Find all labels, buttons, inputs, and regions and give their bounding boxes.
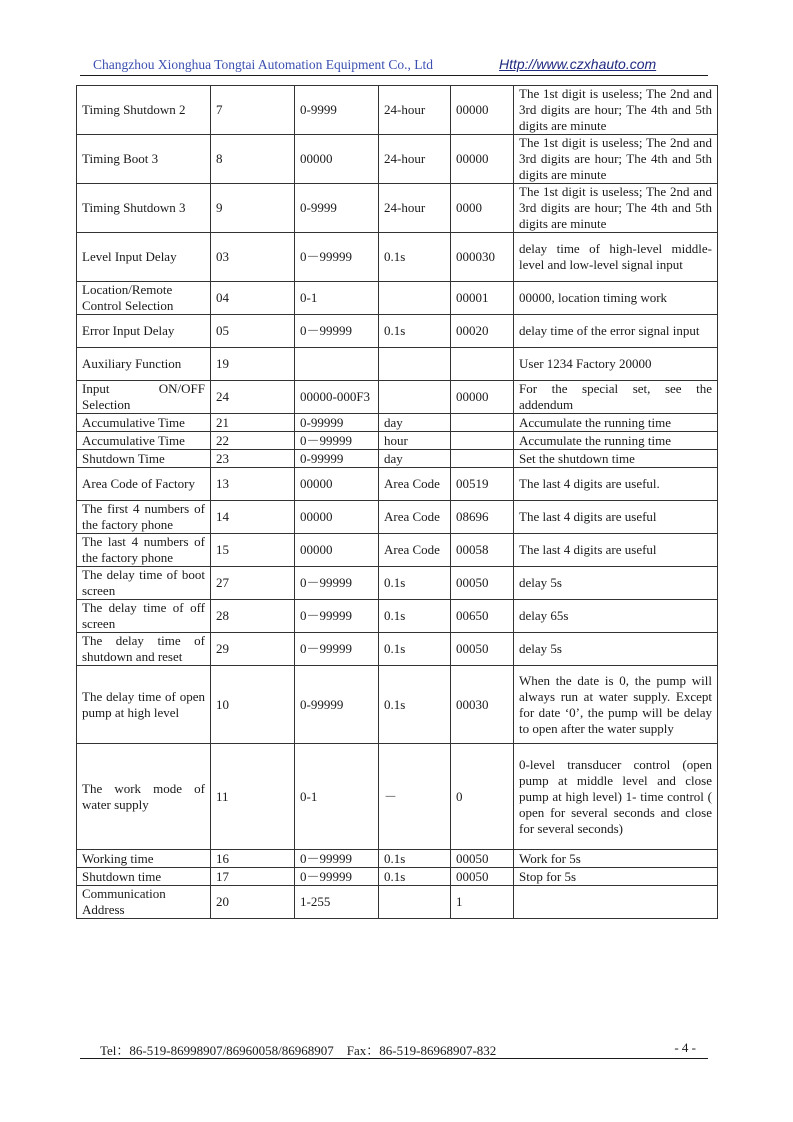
param-unit: 0.1s bbox=[379, 315, 451, 348]
param-default: 00050 bbox=[451, 633, 514, 666]
param-range: 0-9999 bbox=[295, 86, 379, 135]
table-row bbox=[77, 432, 718, 450]
param-default bbox=[451, 432, 514, 450]
param-unit: day bbox=[379, 414, 451, 432]
param-name: Error Input Delay bbox=[77, 315, 211, 348]
param-unit bbox=[379, 282, 451, 315]
param-range: 0-99999 bbox=[295, 450, 379, 468]
param-code: 8 bbox=[211, 135, 295, 184]
table-row bbox=[77, 744, 718, 850]
param-unit: － bbox=[379, 744, 451, 850]
param-name: The delay time of off screen bbox=[77, 600, 211, 633]
param-code: 21 bbox=[211, 414, 295, 432]
param-default: 00650 bbox=[451, 600, 514, 633]
param-unit: 0.1s bbox=[379, 633, 451, 666]
table-row bbox=[77, 567, 718, 600]
param-name: The work mode of water supply bbox=[77, 744, 211, 850]
param-unit: 0.1s bbox=[379, 666, 451, 744]
param-range: 0－99999 bbox=[295, 233, 379, 282]
param-code: 19 bbox=[211, 348, 295, 381]
param-name: Timing Shutdown 2 bbox=[77, 86, 211, 135]
param-default: 0000 bbox=[451, 184, 514, 233]
param-name: Input ON/OFF Selection bbox=[77, 381, 211, 414]
table-row bbox=[77, 633, 718, 666]
param-description: User 1234 Factory 20000 bbox=[514, 348, 718, 381]
param-default: 00050 bbox=[451, 868, 514, 886]
param-code: 22 bbox=[211, 432, 295, 450]
param-name: Working time bbox=[77, 850, 211, 868]
param-code: 05 bbox=[211, 315, 295, 348]
param-name: Location/Remote Control Selection bbox=[77, 282, 211, 315]
param-name: Auxiliary Function bbox=[77, 348, 211, 381]
param-description bbox=[514, 886, 718, 919]
param-default: 08696 bbox=[451, 501, 514, 534]
param-description: Stop for 5s bbox=[514, 868, 718, 886]
param-unit: 24-hour bbox=[379, 86, 451, 135]
param-description: delay 65s bbox=[514, 600, 718, 633]
param-range: 0－99999 bbox=[295, 633, 379, 666]
param-range: 00000 bbox=[295, 468, 379, 501]
table-row bbox=[77, 86, 718, 135]
param-name: The last 4 numbers of the factory phone bbox=[77, 534, 211, 567]
param-description: The last 4 digits are useful. bbox=[514, 468, 718, 501]
param-description: The last 4 digits are useful bbox=[514, 501, 718, 534]
parameter-table bbox=[76, 85, 718, 919]
param-default: 00000 bbox=[451, 381, 514, 414]
param-description: When the date is 0, the pump will always run at water supply. Except for date ‘0’, the pump will be delay to open after the water supply bbox=[514, 666, 718, 744]
param-default: 00058 bbox=[451, 534, 514, 567]
param-unit: 0.1s bbox=[379, 850, 451, 868]
param-name: Shutdown Time bbox=[77, 450, 211, 468]
param-range: 00000 bbox=[295, 501, 379, 534]
param-range: 0－99999 bbox=[295, 600, 379, 633]
param-name: The delay time of shutdown and reset bbox=[77, 633, 211, 666]
param-unit: 0.1s bbox=[379, 567, 451, 600]
param-description: The 1st digit is useless; The 2nd and 3rd digits are hour; The 4th and 5th digits are minute bbox=[514, 135, 718, 184]
param-name: Accumulative Time bbox=[77, 432, 211, 450]
param-default: 00001 bbox=[451, 282, 514, 315]
param-range: 0-9999 bbox=[295, 184, 379, 233]
param-code: 20 bbox=[211, 886, 295, 919]
website-link[interactable]: Http://www.czxhauto.com bbox=[499, 56, 657, 72]
page-number: - 4 - bbox=[674, 1040, 696, 1055]
param-range: 0-1 bbox=[295, 282, 379, 315]
param-unit: day bbox=[379, 450, 451, 468]
page-footer bbox=[80, 1040, 708, 1059]
table-row bbox=[77, 886, 718, 919]
param-description: Work for 5s bbox=[514, 850, 718, 868]
table-row bbox=[77, 534, 718, 567]
param-description: delay time of high-level middle-level and low-level signal input bbox=[514, 233, 718, 282]
param-description: delay 5s bbox=[514, 567, 718, 600]
param-range: 0－99999 bbox=[295, 850, 379, 868]
param-code: 9 bbox=[211, 184, 295, 233]
param-code: 27 bbox=[211, 567, 295, 600]
param-code: 14 bbox=[211, 501, 295, 534]
param-code: 29 bbox=[211, 633, 295, 666]
param-code: 24 bbox=[211, 381, 295, 414]
param-unit bbox=[379, 886, 451, 919]
param-name: The first 4 numbers of the factory phone bbox=[77, 501, 211, 534]
param-description: Accumulate the running time bbox=[514, 432, 718, 450]
param-range: 0－99999 bbox=[295, 432, 379, 450]
param-description: The 1st digit is useless; The 2nd and 3rd digits are hour; The 4th and 5th digits are minute bbox=[514, 86, 718, 135]
param-default: 00000 bbox=[451, 86, 514, 135]
param-default bbox=[451, 450, 514, 468]
param-code: 23 bbox=[211, 450, 295, 468]
param-code: 28 bbox=[211, 600, 295, 633]
table-row bbox=[77, 666, 718, 744]
table-row bbox=[77, 600, 718, 633]
param-name: Area Code of Factory bbox=[77, 468, 211, 501]
param-description: For the special set, see the addendum bbox=[514, 381, 718, 414]
param-name: Shutdown time bbox=[77, 868, 211, 886]
param-unit: hour bbox=[379, 432, 451, 450]
param-default: 00050 bbox=[451, 850, 514, 868]
param-unit: Area Code bbox=[379, 534, 451, 567]
param-code: 15 bbox=[211, 534, 295, 567]
table-row bbox=[77, 450, 718, 468]
table-row bbox=[77, 233, 718, 282]
param-code: 16 bbox=[211, 850, 295, 868]
table-row bbox=[77, 184, 718, 233]
table-row bbox=[77, 868, 718, 886]
param-unit bbox=[379, 381, 451, 414]
param-unit: 0.1s bbox=[379, 233, 451, 282]
param-unit: 0.1s bbox=[379, 600, 451, 633]
param-unit: 24-hour bbox=[379, 184, 451, 233]
company-name: Changzhou Xionghua Tongtai Automation Equipment Co., Ltd bbox=[93, 57, 434, 72]
page-header bbox=[80, 55, 708, 76]
param-code: 17 bbox=[211, 868, 295, 886]
contact-info: Tel：86-519-86998907/86960058/86968907 Fax：86-519-86968907-832 bbox=[100, 1043, 497, 1058]
param-range: 0－99999 bbox=[295, 868, 379, 886]
param-code: 10 bbox=[211, 666, 295, 744]
param-description: The last 4 digits are useful bbox=[514, 534, 718, 567]
param-default: 00000 bbox=[451, 135, 514, 184]
param-code: 11 bbox=[211, 744, 295, 850]
param-description: delay time of the error signal input bbox=[514, 315, 718, 348]
param-range bbox=[295, 348, 379, 381]
param-unit: Area Code bbox=[379, 501, 451, 534]
param-range: 0－99999 bbox=[295, 315, 379, 348]
param-default: 1 bbox=[451, 886, 514, 919]
param-range: 1-255 bbox=[295, 886, 379, 919]
param-range: 00000 bbox=[295, 135, 379, 184]
param-description: Set the shutdown time bbox=[514, 450, 718, 468]
param-range: 00000 bbox=[295, 534, 379, 567]
param-default: 00050 bbox=[451, 567, 514, 600]
table-row bbox=[77, 282, 718, 315]
param-default: 0 bbox=[451, 744, 514, 850]
param-default: 00030 bbox=[451, 666, 514, 744]
param-description: Accumulate the running time bbox=[514, 414, 718, 432]
table-row bbox=[77, 850, 718, 868]
table-row bbox=[77, 381, 718, 414]
param-name: Communication Address bbox=[77, 886, 211, 919]
param-code: 03 bbox=[211, 233, 295, 282]
param-code: 7 bbox=[211, 86, 295, 135]
param-code: 04 bbox=[211, 282, 295, 315]
param-default bbox=[451, 348, 514, 381]
param-unit: 0.1s bbox=[379, 868, 451, 886]
param-unit bbox=[379, 348, 451, 381]
param-code: 13 bbox=[211, 468, 295, 501]
param-unit: 24-hour bbox=[379, 135, 451, 184]
param-default: 000030 bbox=[451, 233, 514, 282]
param-unit: Area Code bbox=[379, 468, 451, 501]
table-row bbox=[77, 135, 718, 184]
param-name: The delay time of open pump at high level bbox=[77, 666, 211, 744]
param-default: 00020 bbox=[451, 315, 514, 348]
param-description: delay 5s bbox=[514, 633, 718, 666]
table-row bbox=[77, 501, 718, 534]
param-name: The delay time of boot screen bbox=[77, 567, 211, 600]
table-row bbox=[77, 315, 718, 348]
table-row bbox=[77, 468, 718, 501]
param-description: 00000, location timing work bbox=[514, 282, 718, 315]
param-name: Level Input Delay bbox=[77, 233, 211, 282]
param-name: Accumulative Time bbox=[77, 414, 211, 432]
param-range: 00000-000F3 bbox=[295, 381, 379, 414]
param-range: 0－99999 bbox=[295, 567, 379, 600]
param-default bbox=[451, 414, 514, 432]
table-row bbox=[77, 414, 718, 432]
param-description: The 1st digit is useless; The 2nd and 3rd digits are hour; The 4th and 5th digits are minute bbox=[514, 184, 718, 233]
param-name: Timing Boot 3 bbox=[77, 135, 211, 184]
table-row bbox=[77, 348, 718, 381]
param-name: Timing Shutdown 3 bbox=[77, 184, 211, 233]
param-description: 0-level transducer control (open pump at middle level and close pump at high level) 1- time control ( open for several seconds and close for several seconds) bbox=[514, 744, 718, 850]
param-range: 0-99999 bbox=[295, 666, 379, 744]
param-range: 0-1 bbox=[295, 744, 379, 850]
param-range: 0-99999 bbox=[295, 414, 379, 432]
param-default: 00519 bbox=[451, 468, 514, 501]
